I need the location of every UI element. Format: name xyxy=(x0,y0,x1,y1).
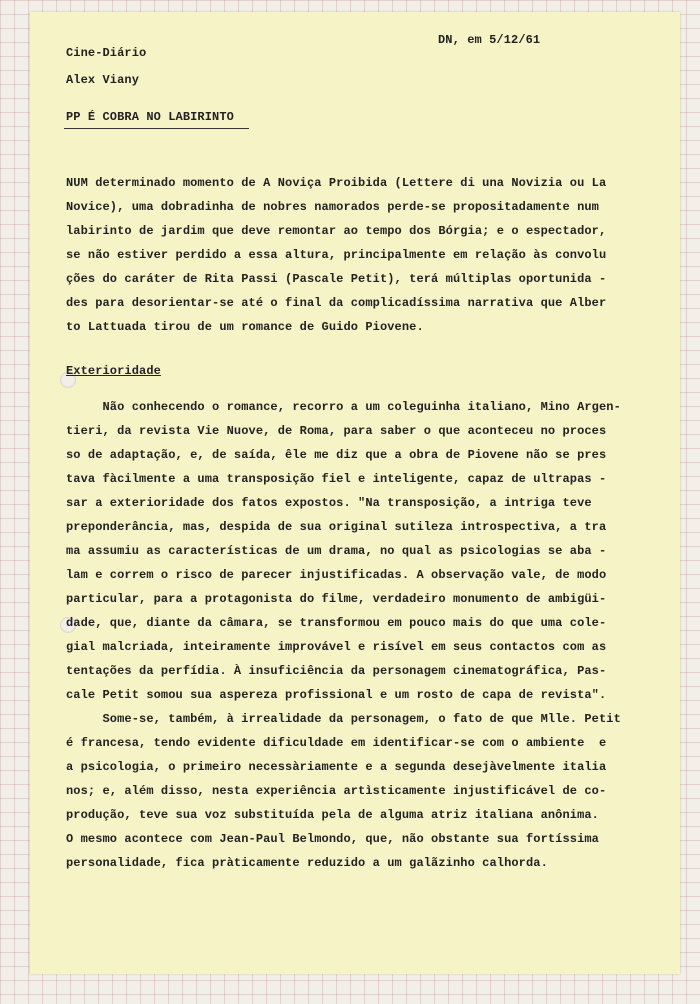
body-line: tava fàcilmente a uma transposição fiel e inteligente, capaz de ultrapas - xyxy=(66,472,607,486)
section-heading: Exterioridade xyxy=(66,364,161,378)
body-line: O mesmo acontece com Jean-Paul Belmondo, que, não obstante sua fortíssima xyxy=(66,832,599,846)
body-line: sar a exterioridade dos fatos expostos. "Na transposição, a intriga teve xyxy=(66,496,592,510)
body-line: lam e correm o risco de parecer injustificadas. A observação vale, de modo xyxy=(66,568,607,582)
intro-line: to Lattuada tirou de um romance de Guido Piovene. xyxy=(66,320,424,334)
publication-name: Cine-Diário xyxy=(66,46,147,60)
body-line: a psicologia, o primeiro necessàriamente e a segunda desejàvelmente italia xyxy=(66,760,607,774)
intro-line: se não estiver perdido a essa altura, principalmente em relação às convolu xyxy=(66,248,607,262)
body-line: so de adaptação, e, de saída, êle me diz que a obra de Piovene não se pres xyxy=(66,448,607,462)
body-line: particular, para a protagonista do filme, verdadeiro monumento de ambigüi- xyxy=(66,592,607,606)
body-line: tieri, da revista Vie Nuove, de Roma, para saber o que aconteceu no proces xyxy=(66,424,607,438)
intro-line: NUM determinado momento de A Noviça Proibida (Lettere di una Novizia ou La xyxy=(66,176,607,190)
typewritten-page xyxy=(30,12,680,974)
body-line: tentações da perfídia. À insuficiência da personagem cinematográfica, Pas- xyxy=(66,664,607,678)
body-line: gial malcriada, inteiramente improvável e risível em seus contactos com as xyxy=(66,640,607,654)
body-line: preponderância, mas, despida de sua original sutileza introspectiva, a tra xyxy=(66,520,607,534)
author-name: Alex Viany xyxy=(66,73,140,87)
dateline: DN, em 5/12/61 xyxy=(438,33,541,47)
body-line: dade, que, diante da câmara, se transformou em pouco mais do que uma cole- xyxy=(66,616,607,630)
intro-line: des para desorientar-se até o final da complicadíssima narrativa que Alber xyxy=(66,296,607,310)
intro-line: ções do caráter de Rita Passi (Pascale Petit), terá múltiplas oportunida - xyxy=(66,272,607,286)
article-title: PP É COBRA NO LABIRINTO xyxy=(66,110,234,124)
body-line: Some-se, também, à irrealidade da personagem, o fato de que Mlle. Petit xyxy=(66,712,621,726)
body-line: Não conhecendo o romance, recorro a um coleguinha italiano, Mino Argen- xyxy=(66,400,621,414)
body-line: ma assumiu as características de um drama, no qual as psicologias se aba - xyxy=(66,544,607,558)
title-underline xyxy=(64,128,249,129)
body-line: nos; e, além disso, nesta experiência artìsticamente injustificável de co- xyxy=(66,784,607,798)
body-line: personalidade, fica pràticamente reduzido a um galãzinho calhorda. xyxy=(66,856,548,870)
body-line: é francesa, tendo evidente dificuldade em identificar-se com o ambiente e xyxy=(66,736,607,750)
intro-line: Novice), uma dobradinha de nobres namorados perde-se propositadamente num xyxy=(66,200,599,214)
body-line: cale Petit somou sua aspereza profissional e um rosto de capa de revista". xyxy=(66,688,607,702)
body-line: produção, teve sua voz substituída pela de alguma atriz italiana anônima. xyxy=(66,808,599,822)
intro-line: labirinto de jardim que deve remontar ao tempo dos Bórgia; e o espectador, xyxy=(66,224,607,238)
